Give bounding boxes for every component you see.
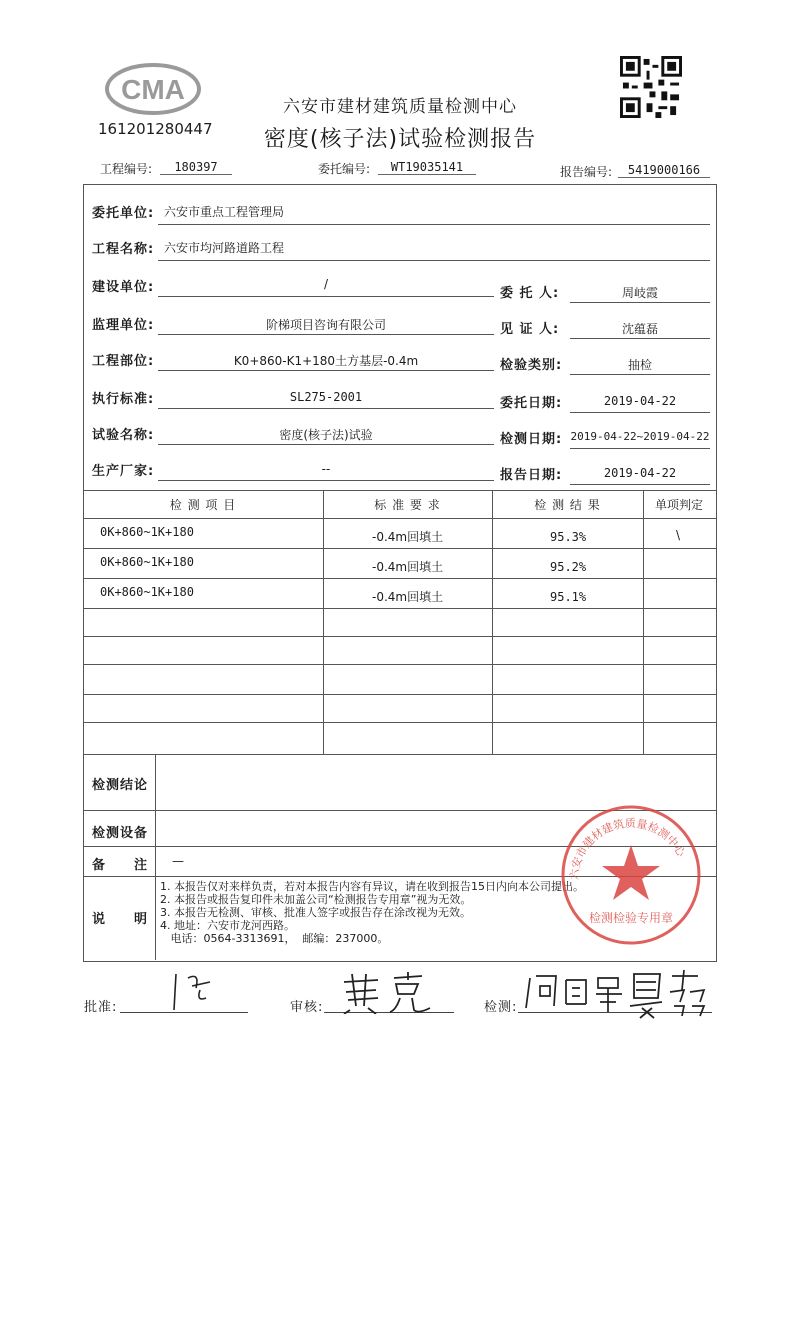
col-header-item: 检 测 项 目 — [169, 498, 237, 512]
table-row-2-item: 0K+860~1K+180 — [100, 555, 194, 569]
approver-signature — [170, 968, 230, 1014]
project-label: 工程名称: — [92, 242, 155, 257]
project-no-label: 工程编号: — [100, 162, 153, 176]
standard-value: SL275-2001 — [289, 390, 363, 404]
approve-label: 批准: — [84, 1000, 118, 1015]
conclusion-label: 检测结论 — [92, 778, 149, 793]
remark-value: — — [172, 854, 184, 868]
report-date-value: 2019-04-22 — [603, 466, 677, 480]
col-header-req: 标 准 要 求 — [374, 498, 441, 512]
notes-label: 说 明 — [92, 912, 149, 927]
maker-label: 生产厂家: — [92, 464, 155, 479]
entrust-date-label: 委托日期: — [500, 396, 563, 411]
col-header-judge: 单项判定 — [654, 498, 703, 512]
test-name-value: 密度(核子法)试验 — [279, 428, 373, 442]
table-row-1-item: 0K+860~1K+180 — [100, 525, 194, 539]
inspect-type-label: 检验类别: — [500, 358, 563, 373]
notes-list — [160, 880, 584, 945]
builder-value: / — [323, 277, 329, 291]
witness-value: 沈蕴磊 — [621, 322, 658, 336]
test-date-value: 2019-04-22~2019-04-22 — [570, 430, 710, 443]
table-row-3-result: 95.1% — [550, 590, 587, 604]
note-2: 2. 本报告或报告复印件未加盖公司“检测报告专用章”视为无效。 — [160, 893, 472, 906]
remark-label: 备 注 — [92, 858, 149, 873]
entrust-person-value: 周岐霞 — [621, 286, 658, 300]
table-row-1-result: 95.3% — [550, 530, 587, 544]
inspect-type-value: 抽检 — [627, 358, 652, 372]
part-value: K0+860-K1+180土方基层-0.4m — [233, 354, 419, 368]
cert-number: 161201280447 — [98, 120, 213, 138]
note-3: 3. 本报告无检测、审核、批准人签字或报告存在涂改视为无效。 — [160, 906, 471, 919]
svg-text:六安市建材建筑质量检测中心: 六安市建材建筑质量检测中心 — [567, 816, 688, 881]
svg-text:检测检验专用章: 检测检验专用章 — [588, 911, 674, 925]
review-label: 审核: — [290, 1000, 324, 1015]
commission-no: WT19035141 — [378, 160, 476, 175]
org-name: 六安市建材建筑质量检测中心 — [283, 97, 517, 117]
table-row-2-req: -0.4m回填土 — [372, 560, 444, 574]
svg-text:CMA: CMA — [121, 74, 185, 105]
qr-code-icon — [620, 56, 682, 118]
cma-logo — [104, 62, 202, 116]
client-value: 六安市重点工程管理局 — [164, 205, 285, 219]
commission-no-label: 委托编号: — [318, 162, 371, 176]
client-label: 委托单位: — [92, 206, 155, 221]
report-title: 密度(核子法)试验检测报告 — [263, 127, 537, 152]
builder-label: 建设单位: — [92, 280, 155, 295]
table-row-3-req: -0.4m回填土 — [372, 590, 444, 604]
col-header-result: 检 测 结 果 — [534, 498, 601, 512]
supervisor-label: 监理单位: — [92, 318, 155, 333]
test-date-label: 检测日期: — [500, 432, 563, 447]
witness-label: 见 证 人: — [500, 322, 560, 337]
reviewer-signature — [338, 970, 438, 1014]
tester-signature — [522, 968, 712, 1020]
maker-value: -- — [321, 462, 331, 476]
report-no-label: 报告编号: — [560, 165, 613, 179]
project-no: 180397 — [160, 160, 232, 175]
entrust-date-value: 2019-04-22 — [603, 394, 677, 408]
table-row-1-req: -0.4m回填土 — [372, 530, 444, 544]
project-value: 六安市均河路道路工程 — [164, 241, 285, 255]
note-4: 4. 地址：六安市龙河西路。 — [160, 919, 295, 932]
table-row-1-judge: \ — [676, 528, 681, 542]
equipment-label: 检测设备 — [92, 826, 149, 841]
note-1: 1. 本报告仅对来样负责，若对本报告内容有异议，请在收到报告15日内向本公司提出。 — [160, 880, 584, 893]
test-name-label: 试验名称: — [92, 428, 155, 443]
table-row-3-item: 0K+860~1K+180 — [100, 585, 194, 599]
part-label: 工程部位: — [92, 354, 155, 369]
official-stamp — [556, 800, 706, 950]
report-date-label: 报告日期: — [500, 468, 563, 483]
standard-label: 执行标准: — [92, 392, 155, 407]
report-no: 5419000166 — [618, 163, 710, 178]
note-5: 电话：0564-3313691， 邮编：237000。 — [160, 932, 389, 945]
test-label: 检测: — [484, 1000, 518, 1015]
supervisor-value: 阶梯项目咨询有限公司 — [265, 318, 386, 332]
table-row-2-result: 95.2% — [550, 560, 587, 574]
entrust-person-label: 委 托 人: — [500, 286, 560, 301]
